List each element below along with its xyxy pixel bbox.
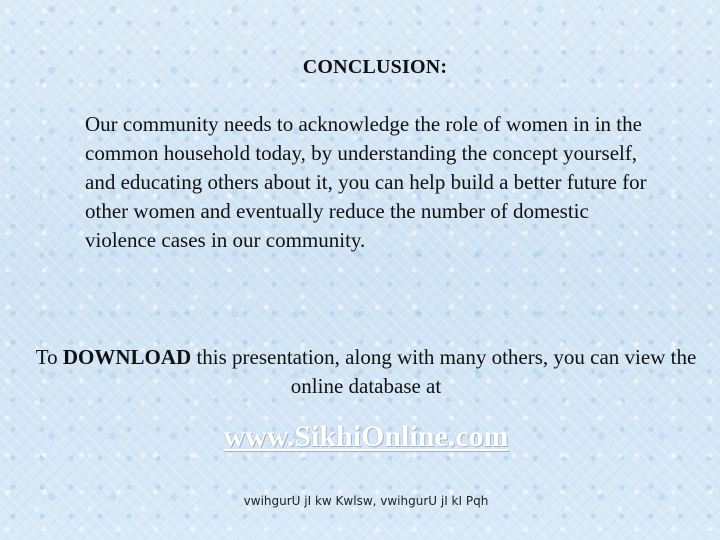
download-paragraph	[0, 343, 720, 401]
conclusion-paragraph: Our community needs to acknowledge the role of women in in the common household today, by understanding the concept yourself, and educating others about it, you can help build a better future for other women and eventually reduce the number of domestic violence cases in our community.	[85, 112, 647, 252]
website-link[interactable]: www.SikhiOnline.com	[223, 420, 509, 453]
download-prefix: To	[35, 345, 63, 369]
footer-greeting: vwihgurU jI kw Kwlsw, vwihgurU jI kI Pqh	[243, 494, 489, 508]
download-emphasis: DOWNLOAD	[62, 345, 192, 369]
slide-title: CONCLUSION:	[302, 56, 448, 78]
download-rest: this presentation, along with many others, you can view the online database at	[191, 345, 697, 398]
